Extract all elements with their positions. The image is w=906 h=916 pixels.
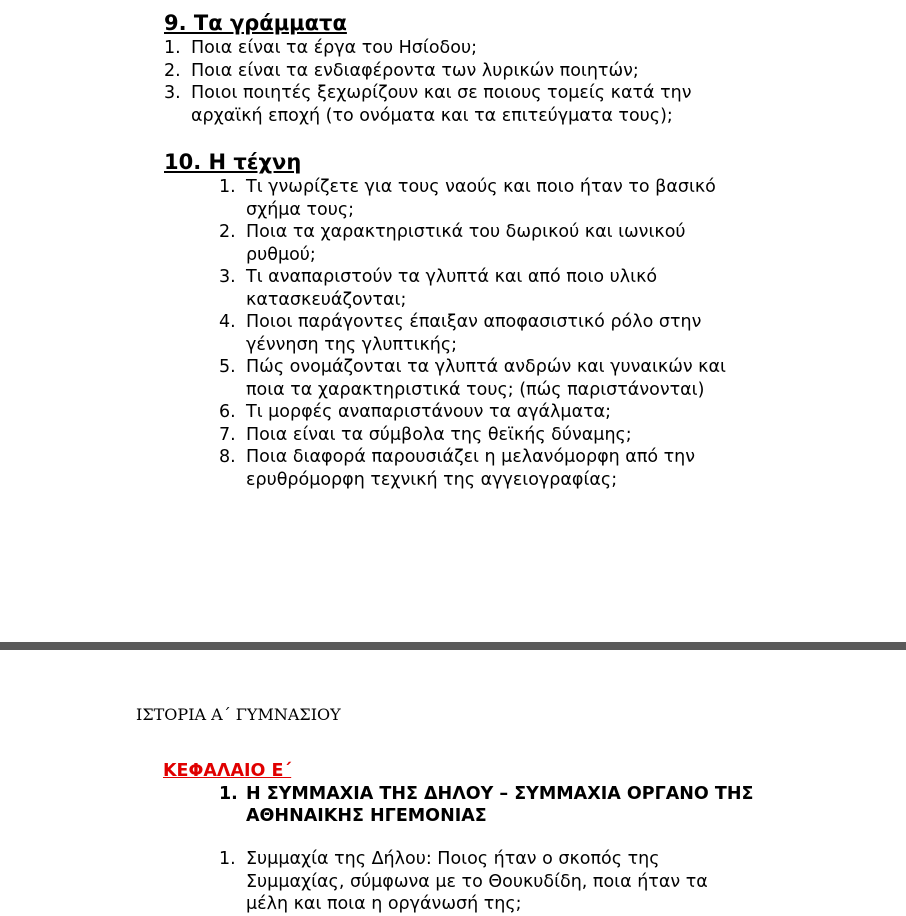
chapter-heading: ΚΕΦΑΛΑΙΟ Ε΄ — [163, 761, 292, 781]
list-item: 1. Τι γνωρίζετε για τους ναούς και ποιο ήταν το βασικό σχήμα τους; — [219, 177, 716, 220]
list-item: 3. Ποιοι ποιητές ξεχωρίζουν και σε ποιους τομείς κατά την αρχαϊκή εποχή (το ονόματα και τα επιτεύγματα τους); — [164, 83, 692, 126]
chapter-question-list — [219, 848, 741, 916]
section-1-heading: 1. Η ΣΥΜΜΑΧΙΑ ΤΗΣ ΔΗΛΟΥ – ΣΥΜΜΑΧΙΑ ΟΡΓΑΝΟ ΤΗΣ ΑΘΗΝΑΙΚΗΣ ΗΓΕΜΟΝΙΑΣ — [219, 784, 754, 826]
list-item: 6. Τι μορφές αναπαριστάνουν τα αγάλματα; — [219, 402, 612, 422]
page-header: ΙΣΤΟΡΙΑ Α΄ ΓΥΜΝΑΣΙΟΥ — [136, 705, 341, 724]
document-page-2 — [0, 650, 906, 916]
section-10-question-list — [219, 176, 741, 491]
list-item: 5. Πώς ονομάζονται τα γλυπτά ανδρών και γυναικών και ποια τα χαρακτηριστικά τους; (πώς παριστάνονται) — [219, 357, 726, 400]
list-item: 7. Ποια είναι τα σύμβολα της θεϊκής δύναμης; — [219, 424, 632, 445]
list-item: 2. Ποια είναι τα ενδιαφέροντα των λυρικών ποιητών; — [164, 60, 639, 81]
section-9-question-list — [164, 37, 724, 127]
list-item: 2. Ποια τα χαρακτηριστικά του δωρικού και ιωνικού ρυθμού; — [219, 222, 686, 265]
page-break-divider — [0, 642, 906, 650]
list-item: 4. Ποιοι παράγοντες έπαιξαν αποφασιστικό ρόλο στην γέννηση της γλυπτικής; — [219, 312, 702, 355]
section-9-heading: 9. Τα γράμματα — [164, 11, 347, 35]
list-item: 3. Τι αναπαριστούν τα γλυπτά και από ποιο υλικό κατασκευάζονται; — [219, 267, 658, 310]
list-item: 1. Συμμαχία της Δήλου: Ποιος ήταν ο σκοπός της Συμμαχίας, σύμφωνα με το Θουκυδίδη, ποια ήταν τα μέλη και ποια η οργάνωσή της; — [219, 849, 708, 914]
list-item: 1. Ποια είναι τα έργα του Ησίοδου; — [164, 38, 477, 58]
section-10-heading: 10. Η τέχνη — [164, 150, 302, 174]
list-item: 8. Ποια διαφορά παρουσιάζει η μελανόμορφη από την ερυθρόμορφη τεχνική της αγγειογραφίας; — [219, 447, 696, 490]
